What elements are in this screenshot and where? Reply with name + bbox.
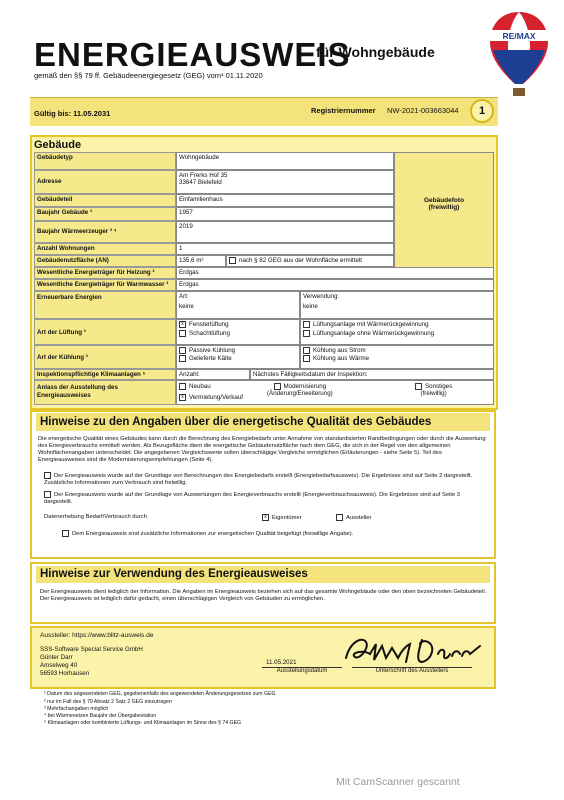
checkbox-icon: [44, 472, 51, 479]
checkbox-icon: [303, 321, 310, 328]
ventilation-option[interactable]: x Fensterlüftung: [179, 321, 297, 328]
row-label: Gebäudenutzfläche (AN): [34, 255, 176, 267]
checkbox-icon: [179, 347, 186, 354]
footnote: ³ Mehrfachangaben möglich: [44, 706, 109, 712]
hints-option-consumption[interactable]: Der Energieausweis wurde auf der Grundlage von Auswertungen des Energieverbrauchs erstellt (Energieverbrauchsausweis). Die Ergebnisse sind auf Seite 3 dargestellt.: [44, 492, 461, 506]
ventilation-option[interactable]: Lüftungsanlage mit Wärmerückgewinnung: [303, 321, 491, 328]
row-label: Wesentliche Energieträger für Heizung ³: [34, 267, 176, 279]
row-label: Inspektionspflichtige Klimaanlagen ⁵: [34, 369, 176, 380]
cooling-options-left: [176, 345, 300, 369]
valid-until: Gültig bis: 11.05.2031: [34, 109, 111, 118]
cooling-option[interactable]: Kühlung aus Wärme: [303, 355, 491, 362]
checkbox-icon: [303, 347, 310, 354]
row-label: Art der Kühlung ³: [34, 345, 176, 369]
ventilation-option[interactable]: Schachtlüftung: [179, 330, 297, 337]
row-label: Baujahr Gebäude ³: [34, 207, 176, 221]
reason-option[interactable]: Neubau: [179, 383, 211, 390]
row-label: Baujahr Wärmeerzeuger ³ ⁴: [34, 221, 176, 243]
checkbox-icon: [274, 383, 281, 390]
row-value: 1957: [176, 207, 394, 221]
checkbox-icon: [62, 530, 69, 537]
row-label: Art der Lüftung ³: [34, 319, 176, 345]
checkbox-icon: [229, 257, 236, 264]
inspection-count: Anzahl:: [176, 369, 250, 380]
row-label: Gebäudeteil: [34, 194, 176, 207]
document-subtitle: für Wohngebäude: [316, 44, 435, 60]
row-value: 135,6 m²: [176, 255, 226, 267]
registration-number: NW-2021-003663044: [387, 106, 459, 115]
hints-intro: Die energetische Qualität eines Gebäudes kann durch die Berechnung des Energiebedarfs unter Annahme von standardisierten Randbedingungen oder durch die Auswertung des Energieverbrauchs ermittelt werden. Als Bezugsfläche dient die energetische Gebäudenutzfläche nach dem GEG, die sich in der Regel von den allgemeinen Wohnflächenangaben unterscheidet. Die angegebenen Vergleichswerte sollen überschlägige Vergleiche ermöglichen (Erläuterungen - siehe Seite 5). Teil des Energieausweises sind die Modernisierungsempfehlungen (Seite 4).: [38, 436, 486, 463]
row-value: 1: [176, 243, 394, 255]
legal-basis: gemäß den §§ 79 ff. Gebäudeenergiegesetz (GEG) vom¹ 01.11.2020: [34, 71, 263, 80]
checkbox-icon: [303, 330, 310, 337]
reason-option[interactable]: Sonstiges (freiwillig): [415, 383, 452, 397]
data-issuer-option[interactable]: Aussteller: [336, 514, 371, 522]
ventilation-option[interactable]: Lüftungsanlage ohne Wärmerückgewinnung: [303, 330, 491, 337]
row-label: Adresse: [34, 170, 176, 194]
ventilation-options-right: [300, 319, 494, 345]
ventilation-options-left: [176, 319, 300, 345]
checkbox-icon: [44, 491, 51, 498]
renewable-use: Verwendung: keine: [300, 291, 494, 319]
building-section-title: Gebäude: [34, 139, 82, 151]
checkbox-icon: [179, 383, 186, 390]
issuer-address: SSS-Software Special Service GmbH Günter Darr Amselweg 40 56593 Horhausen: [40, 646, 143, 677]
hints-option-demand[interactable]: Der Energieausweis wurde auf der Grundlage von Berechnungen des Energiebedarfs erstellt (Energiebedarfsausweis). Die Ergebnisse sind auf Seite 2 dargestellt. Zusätzliche Informationen zum Verbrauch sind freiwillig.: [44, 473, 473, 487]
checkbox-icon: [415, 383, 422, 390]
issuer-label: Aussteller: https://www.blitz-ausweis.de: [40, 632, 154, 639]
renewable-type: Art: keine: [176, 291, 300, 319]
registration-label: Registriernummer: [311, 106, 376, 115]
row-label: Wesentliche Energieträger für Warmwasser ³: [34, 279, 176, 291]
row-value: Einfamilienhaus: [176, 194, 394, 207]
remax-balloon-logo: [488, 10, 550, 98]
footnote: ⁵ Klimaanlagen oder kombinierte Lüftungs- und Klimaanlagen im Sinne des § 74 GEG: [44, 720, 242, 726]
checkbox-checked-icon: x: [179, 321, 186, 328]
data-owner-option[interactable]: x Eigentümer: [262, 514, 302, 522]
inspection-next-date: Nächstes Fälligkeitsdatum der Inspektion:: [250, 369, 494, 380]
reason-option[interactable]: Modernisierung (Änderung/Erweiterung): [267, 383, 333, 398]
checkbox-icon: [179, 355, 186, 362]
issue-date: 11.05.2021: [266, 659, 297, 666]
issue-date-label: Ausstellungsdatum: [262, 667, 342, 674]
footnote: ¹ Datum des angewendeten GEG, gegebenenfalls des angewendeten Änderungsgesetzes zum GEG: [44, 691, 276, 697]
camscanner-watermark: Mit CamScanner gescannt: [336, 776, 460, 788]
checkbox-checked-icon: x: [262, 514, 269, 521]
cooling-options-right: [300, 345, 494, 369]
usage-title: Hinweise zur Verwendung des Energieausweises: [36, 566, 490, 583]
remax-logo-text: RE/MAX: [502, 31, 536, 41]
cooling-option[interactable]: Gelieferte Kälte: [179, 355, 297, 362]
header-bar: [30, 97, 498, 126]
row-value: Wohngebäude: [176, 152, 394, 170]
page-number-badge: 1: [470, 99, 494, 123]
checkbox-icon: [179, 330, 186, 337]
row-label: Erneuerbare Energien: [34, 291, 176, 319]
row-value: Am Frerks Hof 35 33647 Bielefeld: [176, 170, 394, 194]
row-label: Gebäudetyp: [34, 152, 176, 170]
area-method-checkbox[interactable]: nach § 82 GEG aus der Wohnfläche ermittelt: [226, 255, 394, 267]
row-value: Erdgas: [176, 267, 494, 279]
reason-options: [176, 380, 494, 405]
row-label: Anzahl Wohnungen: [34, 243, 176, 255]
reason-option[interactable]: x Vermietung/Verkauf: [179, 394, 243, 401]
usage-text: Der Energieausweis dient lediglich der Information. Die Angaben im Energieausweis beziehen sich auf das gesamte Wohngebäude oder den oben bezeichneten Gebäudeteil. Der Energieausweis ist lediglich dafür gedacht, einen überschlägigen Vergleich von Gebäuden zu ermöglichen.: [40, 589, 487, 602]
signature: [340, 632, 490, 668]
signature-label: Unterschrift des Ausstellers: [352, 667, 472, 674]
cooling-option[interactable]: Passive Kühlung: [179, 347, 297, 354]
row-label: Anlass der Ausstellung des Energieausweises: [34, 380, 176, 405]
footnote: ⁴ bei Wärmenetzen Baujahr der Übergabestation: [44, 713, 157, 719]
row-value: 2019: [176, 221, 394, 243]
checkbox-checked-icon: x: [179, 394, 186, 401]
cooling-option[interactable]: Kühlung aus Strom: [303, 347, 491, 354]
data-collection-label: Datenerhebung Bedarf/Verbrauch durch: [44, 514, 147, 520]
document-title: ENERGIEAUSWEIS: [34, 36, 351, 73]
hints-title: Hinweise zu den Angaben über die energetische Qualität des Gebäudes: [36, 413, 490, 431]
footnote: ² nur im Fall des § 79 Absatz 2 Satz 2 GEG einzutragen: [44, 699, 172, 705]
hints-option-additional[interactable]: Dem Energieausweis sind zusätzliche Informationen zur energetischen Qualität beigefügt (freiwillige Angabe).: [62, 530, 482, 538]
checkbox-icon: [336, 514, 343, 521]
row-value: Erdgas: [176, 279, 494, 291]
checkbox-icon: [303, 355, 310, 362]
building-photo-placeholder: Gebäudefoto (freiwillig): [394, 152, 494, 275]
